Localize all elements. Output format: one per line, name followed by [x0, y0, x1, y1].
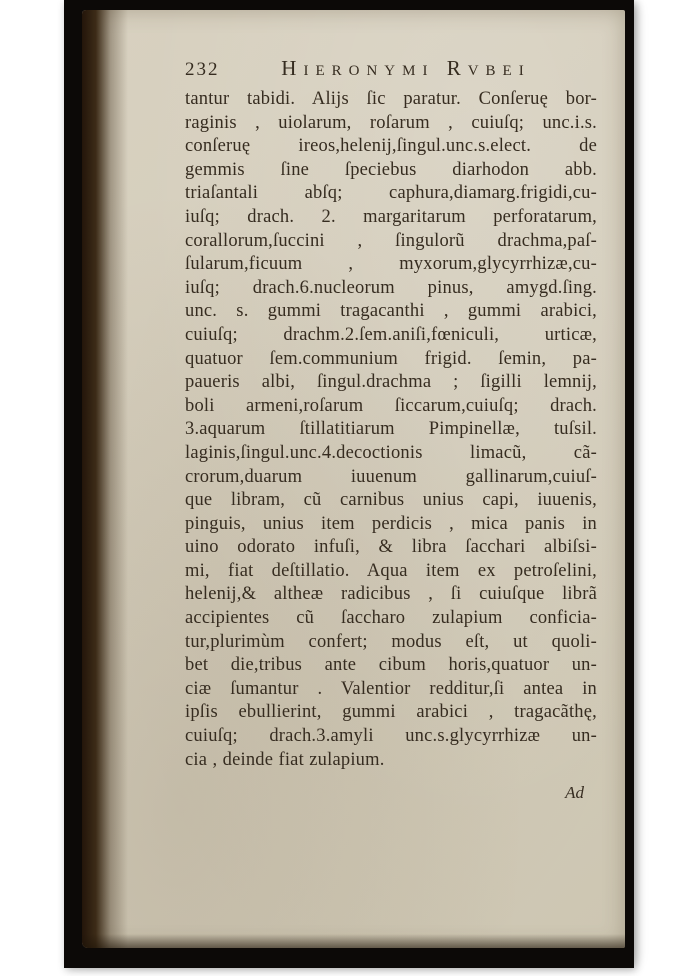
catchword: Ad: [565, 783, 584, 803]
text-line: unc. s. gummi tragacanthi , gummi arabici,: [185, 301, 597, 322]
text-line: gemmis ſine ſpeciebus diarhodon abb.: [185, 159, 597, 180]
text-line: 3.aquarum ſtillatitiarum Pimpinellæ, tuſsil.: [185, 419, 597, 440]
page-bottom-shadow: [82, 934, 625, 948]
text-line: boli armeni,roſarum ſiccarum,cuiuſq; drach.: [185, 395, 597, 416]
text-line: quatuor ſem.communium frigid. ſemin, pa-: [185, 348, 597, 369]
text-line: iuſq; drach. 2. margaritarum perforatarum,: [185, 206, 597, 227]
text-line: conſeruę ireos,helenij,ſingul.unc.s.elect. de: [185, 136, 597, 157]
text-line: ſularum,ficuum , myxorum,glycyrrhizæ,cu-: [185, 254, 597, 275]
text-line: paueris albi, ſingul.drachma ; ſigilli lemnij,: [185, 372, 597, 393]
running-title: Hieronymi Rvbei: [281, 56, 531, 80]
text-line: tantur tabidi. Alijs ſic paratur. Conſeruę bor-: [185, 89, 597, 109]
text-line: cia , deinde fiat zulapium.: [185, 749, 385, 770]
text-line: que libram, cũ carnibus unius capi, iuuenis,: [185, 490, 597, 511]
text-line: helenij,& altheæ radicibus , ſi cuiuſque librã: [185, 584, 597, 605]
text-line: tur,plurimùm confert; modus eſt, ut quoli-: [185, 631, 597, 652]
text-line: corallorum,ſuccini , ſingulorũ drachma,paſ-: [185, 230, 597, 251]
text-line: ciæ ſumantur . Valentior redditur,ſi antea in: [185, 678, 597, 699]
text-line: accipientes cũ ſaccharo zulapium conficia-: [185, 608, 597, 629]
text-line: raginis , uiolarum, roſarum , cuiuſq; unc.i.s.: [185, 112, 597, 133]
text-line: uino odorato infuſi, & libra ſacchari albiſsi-: [185, 537, 597, 558]
text-line: triaſantali abſq; caphura,diamarg.frigidi,cu-: [185, 183, 597, 204]
book-page: [82, 10, 625, 948]
text-line: laginis,ſingul.unc.4.decoctionis limacũ, cã-: [185, 442, 597, 463]
page-content: [82, 10, 625, 803]
text-line: pinguis, unius item perdicis , mica panis in: [185, 513, 597, 534]
text-line: bet die,tribus ante cibum horis,quatuor un-: [185, 655, 597, 676]
text-block: [185, 88, 597, 772]
page-header: [185, 56, 597, 82]
folio-number: 232: [185, 59, 220, 80]
scanned-book-photo: [64, 0, 634, 968]
text-line: mi, fiat deſtillatio. Aqua item ex petroſelini,: [185, 560, 597, 581]
text-line: crorum,duarum iuuenum gallinarum,cuiuſ-: [185, 466, 597, 487]
text-line: iuſq; drach.6.nucleorum pinus, amygd.ſing.: [185, 277, 597, 298]
text-line: ipſis ebullierint, gummi arabici , tragacãthę,: [185, 702, 597, 723]
text-line: cuiuſq; drachm.2.ſem.aniſi,fœniculi, urticæ,: [185, 324, 597, 345]
text-line: cuiuſq; drach.3.amyli unc.s.glycyrrhizæ un-: [185, 726, 597, 747]
